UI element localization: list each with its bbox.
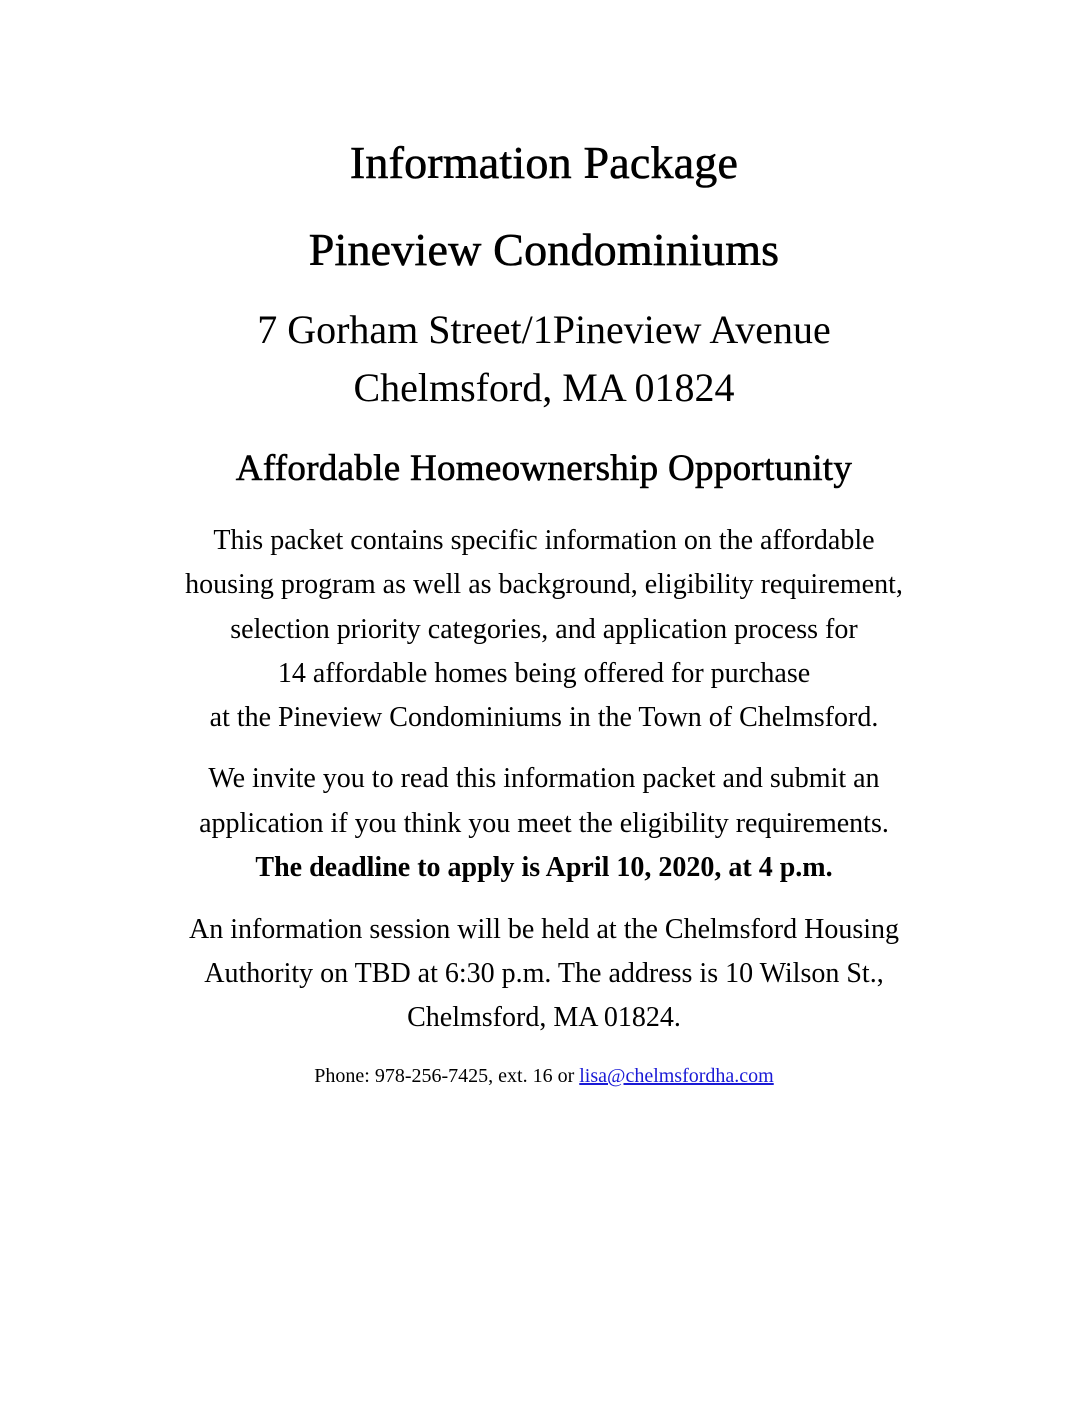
email-link[interactable]: lisa@chelmsfordha.com	[579, 1065, 774, 1087]
intro-line: selection priority categories, and application process for	[230, 614, 858, 645]
deadline-text: The deadline to apply is April 10, 2020, at 4 p.m.	[255, 852, 833, 883]
intro-line: 14 affordable homes being offered for purchase	[277, 658, 811, 689]
invite-line: application if you think you meet the eligibility requirements.	[199, 808, 889, 839]
session-line: Chelmsford, MA 01824.	[407, 1002, 681, 1033]
document-title: Information Package	[349, 137, 739, 188]
session-line: Authority on TBD at 6:30 p.m. The address is 10 Wilson St.,	[204, 958, 884, 989]
phone-text: Phone: 978-256-7425, ext. 16 or	[314, 1065, 580, 1087]
intro-line: This packet contains specific information on the affordable	[213, 525, 875, 556]
session-line: An information session will be held at the Chelmsford Housing	[188, 914, 900, 945]
invite-line: We invite you to read this information packet and submit an	[208, 763, 880, 794]
property-name: Pineview Condominiums	[308, 224, 780, 275]
opportunity-heading: Affordable Homeownership Opportunity	[235, 448, 853, 489]
contact-line	[0, 1066, 1088, 1086]
intro-line: at the Pineview Condominiums in the Town of Chelmsford.	[209, 702, 879, 733]
address-line-2: Chelmsford, MA 01824	[353, 365, 735, 410]
address-line-1: 7 Gorham Street/1Pineview Avenue	[257, 307, 831, 352]
intro-line: housing program as well as background, eligibility requirement,	[185, 569, 903, 600]
